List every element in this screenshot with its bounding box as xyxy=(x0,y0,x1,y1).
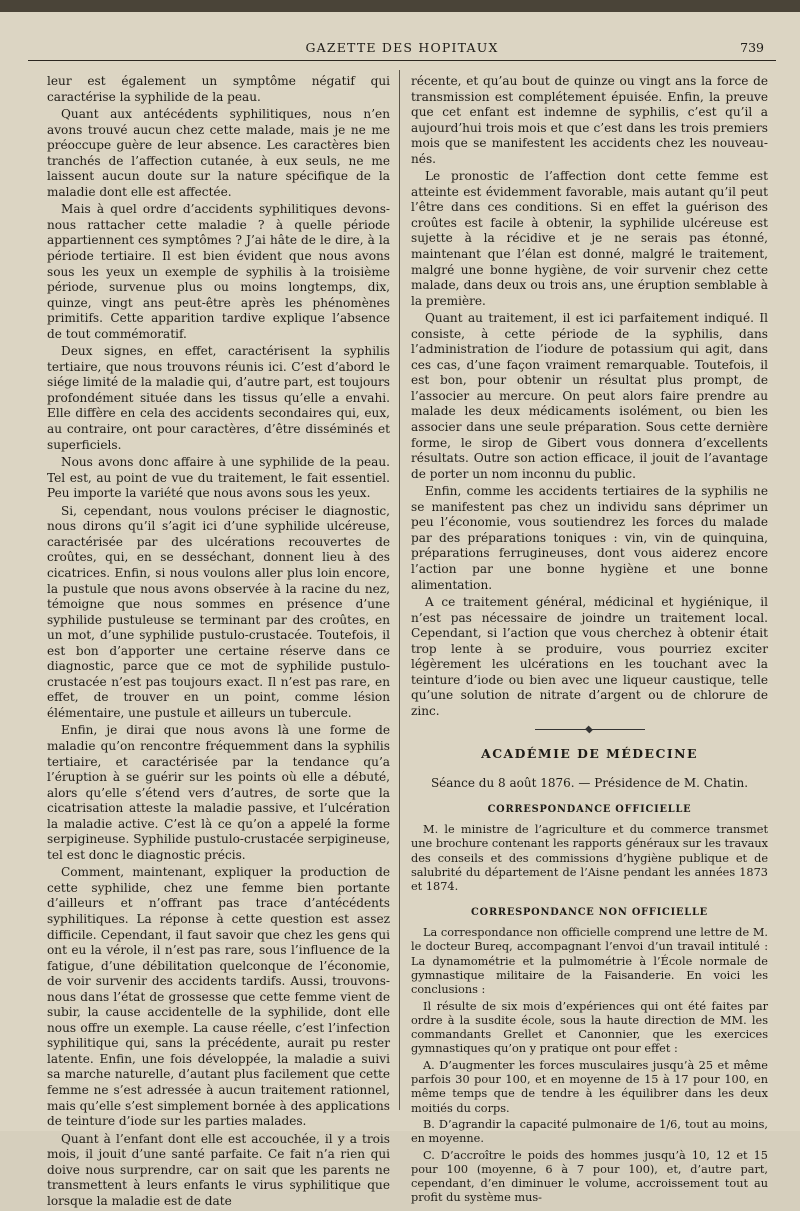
paragraph: Quant à l’enfant dont elle est accouchée, il y a trois mois, il jouit d’une santé parfaite. Ce fait n’a rien qui doive nous surprendre, car on sait que les parents ne transmettent à leurs enfants le virus syphilitique que lorsque la maladie est de date xyxy=(47,1131,390,1208)
nonofficial-correspondence-heading: CORRESPONDANCE NON OFFICIELLE xyxy=(471,906,708,918)
paragraph: Comment, maintenant, expliquer la production de cette syphilide, chez une femme bien portante d’ailleurs et n’offrant pas trace d’antécédents syphilitiques. La réponse à cette question est assez difficile. Cependant, il faut savoir que chez les gens qui ont eu la vérole, il n’est pas rare, sous l’influence de la fatigue, d’une débilitation quelconque de l’économie, de voir survenir des accidents tardifs. Aussi, trouvons-nous dans l’état de grossesse que cette femme vient de subir, la cause accidentelle de la syphilide, dont elle nous offre un exemple. La cause réelle, c’est l’infection syphilitique qui, sans la précédente, aurait pu rester latente. Enfin, une fois développée, la maladie a suivi sa marche naturelle, d’autant plus facilement que cette femme ne s’est adressée à aucun traitement rationnel, mais qu’elle s’est simplement bornée à des applications de teinture d’iode sur les parties malades. xyxy=(47,865,390,1129)
paragraph: Mais à quel ordre d’accidents syphilitiques devons-nous rattacher cette maladie ? à quelle période appartiennent ces symptômes ? J’ai hâte de le dire, à la période tertiaire. Il est bien évident que nous avons sous les yeux un exemple de syphilis à la troisième période, survenue plus ou moins longtemps, dix, quinze, vingt ans peut-être après les phénomènes primitifs. Cette apparition tardive explique l’absence de tout commémoratif. xyxy=(47,202,390,341)
right-column xyxy=(411,74,768,1208)
journal-title: GAZETTE DES HOPITAUX xyxy=(305,40,499,55)
left-column xyxy=(47,74,390,1211)
page-number: 739 xyxy=(740,40,764,55)
official-correspondence xyxy=(411,823,768,894)
official-correspondence-heading: CORRESPONDANCE OFFICIELLE xyxy=(487,803,692,815)
paragraph: Deux signes, en effet, caractérisent la syphilis tertiaire, que nous trouvons réunis ici. C’est d’abord le siége limité de la maladie qui, d’autre part, est toujours profondément située dans les tissus qu’elle a envahi. Elle diffère en cela des accidents secondaires qui, eux, au contraire, ont pour caractères, d’être disséminés et superficiels. xyxy=(47,344,390,452)
paragraph: leur est également un symptôme négatif qui caractérise la syphilide de la peau. xyxy=(47,74,390,104)
paragraph: Nous avons donc affaire à une syphilide de la peau. Tel est, au point de vue du traitement, le fait essentiel. Peu importe la variété que nous avons sous les yeux. xyxy=(47,455,390,501)
list-item: C. D’accroître le poids des hommes jusqu’à 10, 12 et 15 pour 100 (moyenne, 6 à 7 pour 100), et, d’autre part, cependant, d’en diminuer le volume, accroissement tout au profit du système mus- xyxy=(411,1148,768,1205)
paragraph: M. le ministre de l’agriculture et du commerce transmet une brochure contenant les rapports généraux sur les travaux des conseils et des commissions d’hygiène publique et de salubrité du département de l’Aisne pendant les années 1873 et 1874. xyxy=(411,823,768,894)
column-divider xyxy=(399,70,400,1110)
paragraph: Enfin, je dirai que nous avons là une forme de maladie qu’on rencontre fréquemment dans la syphilis tertiaire, et caractérisée par la tendance qu’a l’éruption à se guérir sur les points où elle a débuté, alors qu’elle s’étend vers d’autres, de sorte que la cicatrisation atteste la maladie passive, et l’ulcération la maladie active. C’est là ce qu’on a appelé la forme serpigineuse. Syphilide pustulo-crustacée serpigineuse, tel est donc le diagnostic précis. xyxy=(47,723,390,862)
paragraph: Quant aux antécédents syphilitiques, nous n’en avons trouvé aucun chez cette malade, mais je ne me préoccupe guère de leur absence. Les caractères bien tranchés de l’affection cutanée, à eux seuls, ne me laissent aucun doute sur la nature spécifique de la maladie dont elle est affectée. xyxy=(47,107,390,199)
paragraph: Enfin, comme les accidents tertiaires de la syphilis ne se manifestent pas chez un individu sans déprimer un peu l’économie, vous soutiendrez les forces du malade par des préparations toniques : vin, vin de quinquina, préparations ferrugineuses, dont vous aiderez encore l’action par une bonne hygiène et une bonne alimentation. xyxy=(411,484,768,592)
paragraph: Quant au traitement, il est ici parfaitement indiqué. Il consiste, à cette période de la syphilis, dans l’administration de l’iodure de potassium qui agit, dans ces cas, d’une façon vraiment remarquable. Toutefois, il est bon, pour obtenir un résultat plus prompt, de l’associer au mercure. On peut alors faire prendre au malade les deux médicaments isolément, ou bien les associer dans une seule préparation. Sous cette dernière forme, le sirop de Gibert vous donnera d’excellents résultats. Outre son action efficace, il jouit de l’avantage de porter un nom inconnu du public. xyxy=(411,311,768,481)
academy-heading: ACADÉMIE DE MÉDECINE xyxy=(481,746,698,762)
running-header xyxy=(28,38,776,61)
paragraph: A ce traitement général, médicinal et hygiénique, il n’est pas nécessaire de joindre un traitement local. Cependant, si l’action que vous cherchez à obtenir était trop lente à se produire, vous pourriez exciter légèrement les ulcérations en les touchant avec la teinture d’iode ou bien avec une liqueur caustique, telle qu’une solution de nitrate d’argent ou de chlorure de zinc. xyxy=(411,595,768,718)
page-top-edge xyxy=(0,0,800,12)
paragraph: Il résulte de six mois d’expériences qui ont été faites par ordre à la susdite école, sous la haute direction de MM. les commandants Grellet et Canonnier, que les exercices gymnastiques qu’on y pratique ont pour effet : xyxy=(411,999,768,1056)
section-separator xyxy=(535,729,645,730)
paragraph: Si, cependant, nous voulons préciser le diagnostic, nous dirons qu’il s’agit ici d’une syphilide ulcéreuse, caractérisée par des ulcérations recouvertes de croûtes, qui, en se desséchant, donnent lieu à des cicatrices. Enfin, si nous voulons aller plus loin encore, la pustule que nous avons observée à la racine du nez, témoigne que nous sommes en présence d’une syphilide pustuleuse se terminant par des croûtes, en un mot, d’une syphilide pustulo-crustacée. Toutefois, il est bon d’apporter une certaine réserve dans ce diagnostic, parce que ce mot de syphilide pustulo-crustacée n’est pas toujours exact. Il n’est pas rare, en effet, de trouver en un point, comme lésion élémentaire, une pustule et ailleurs un tubercule. xyxy=(47,503,390,720)
list-item: A. D’augmenter les forces musculaires jusqu’à 25 et même parfois 30 pour 100, et en moyenne de 15 à 17 pour 100, en même temps que de tendre à les équilibrer dans les deux moitiés du corps. xyxy=(411,1058,768,1115)
nonofficial-correspondence xyxy=(411,926,768,1206)
paragraph: Le pronostic de l’affection dont cette femme est atteinte est évidemment favorable, mais autant qu’il peut l’être dans ces conditions. Si en effet la guérison des croûtes est facile à obtenir, la syphilide ulcéreuse est sujette à la récidive et je ne serais pas étonné, maintenant que l’élan est donné, malgré le traitement, malgré une bonne hygiène, de voir survenir chez cette malade, dans deux ou trois ans, une éruption semblable à la première. xyxy=(411,169,768,308)
paragraph: récente, et qu’au bout de quinze ou vingt ans la force de transmission est complétement épuisée. Enfin, la preuve que cet enfant est indemne de syphilis, c’est qu’il a aujourd’hui trois mois et que c’est dans les trois premiers mois que se manifestent les accidents chez les nouveau-nés. xyxy=(411,74,768,166)
list-item: B. D’agrandir la capacité pulmonaire de 1/6, tout au moins, en moyenne. xyxy=(411,1117,768,1146)
paragraph: La correspondance non officielle comprend une lettre de M. le docteur Bureq, accompagnant l’envoi d’un travail intitulé : La dynamométrie et la pulmométrie à l’École normale de gymnastique militaire de la Faisanderie. En voici les conclusions : xyxy=(411,926,768,997)
session-line: Séance du 8 août 1876. — Présidence de M. Chatin. xyxy=(430,775,749,790)
